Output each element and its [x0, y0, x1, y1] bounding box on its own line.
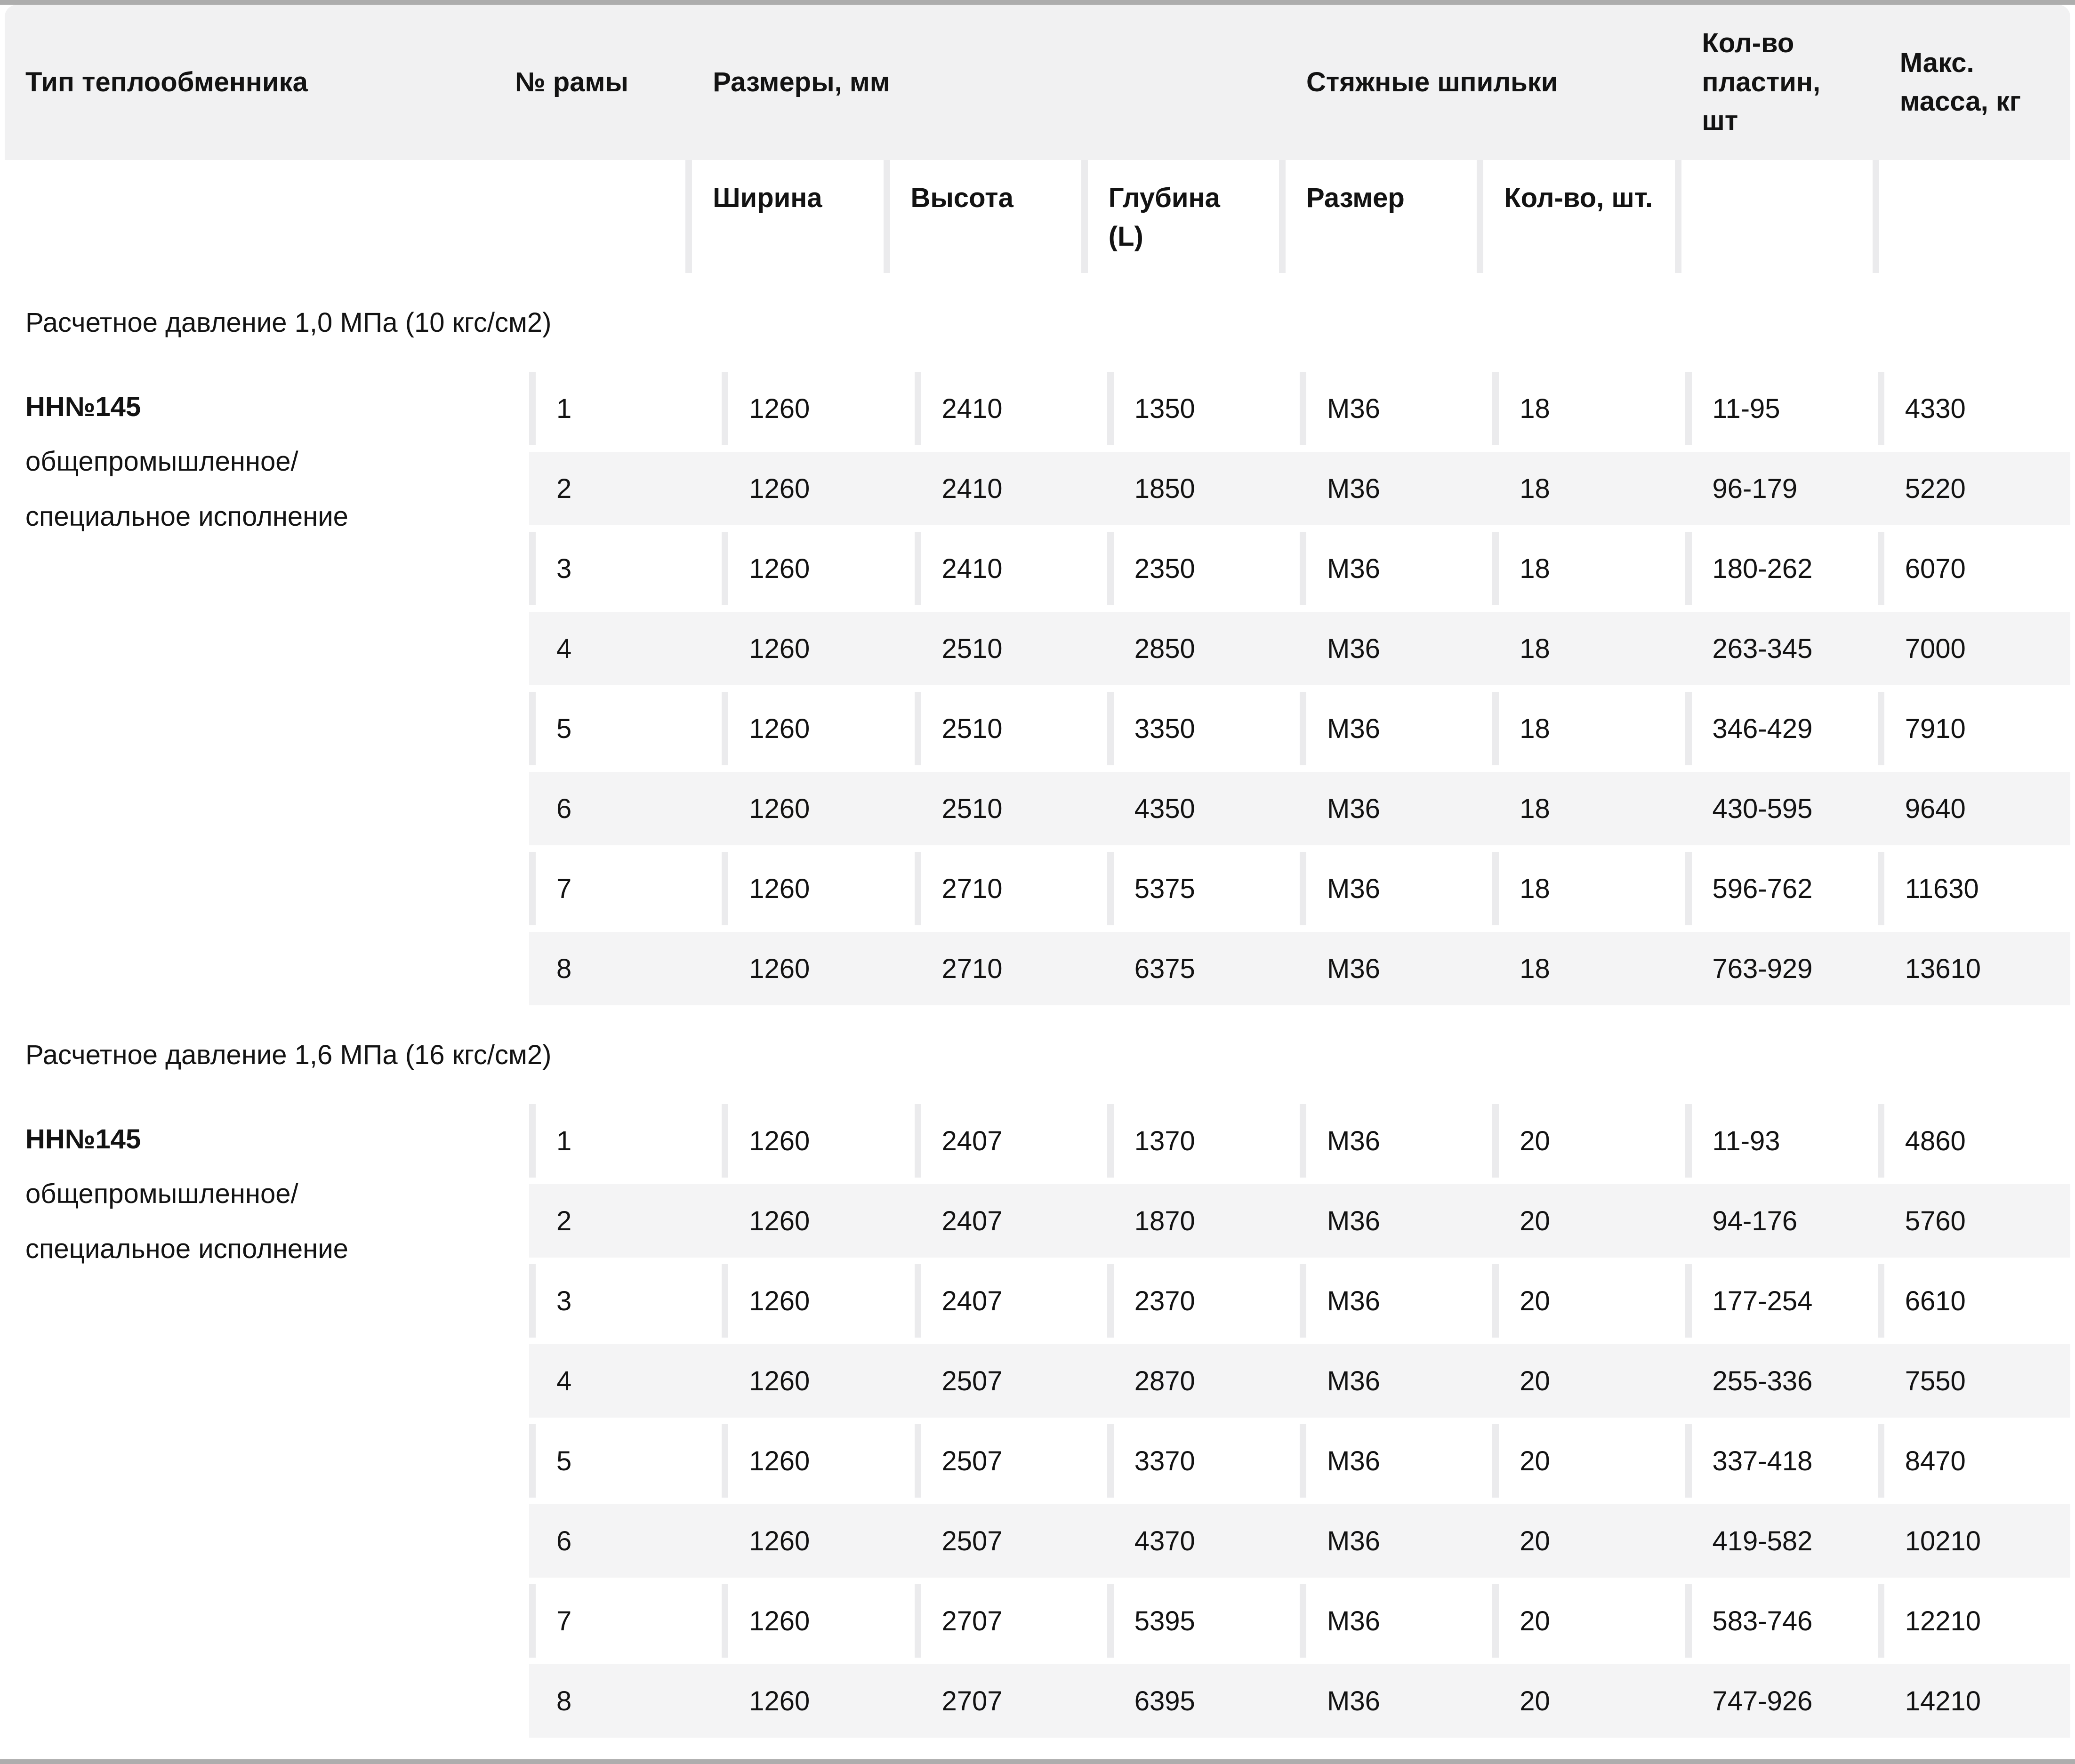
- cell-height: 2710: [921, 852, 1107, 925]
- cell-width: 1260: [728, 1424, 914, 1498]
- cell-width: 1260: [728, 1104, 914, 1178]
- exchanger-type-cell: [5, 372, 529, 1005]
- header-frame-no: № рамы: [515, 66, 628, 97]
- cell-depth: 1870: [1134, 1205, 1195, 1236]
- cell-frame-no: 7: [536, 852, 722, 925]
- table-row: [529, 1264, 2070, 1338]
- page-top-edge: [0, 0, 2075, 5]
- subheader-depth: Глубина (L): [1088, 160, 1279, 273]
- cell-stud-qty: 20: [1520, 1365, 1550, 1396]
- table-row: [529, 1344, 2070, 1418]
- table-row: [529, 772, 2070, 845]
- cell-height: 2407: [941, 1205, 1003, 1236]
- subheader-blank-plates: [1681, 160, 1873, 273]
- cell-height: 2510: [941, 793, 1003, 824]
- cell-stud-size: M36: [1306, 372, 1492, 445]
- cell-frame-no: 7: [536, 1584, 722, 1658]
- cell-stud-qty: 20: [1520, 1685, 1550, 1716]
- cell-height: 2410: [921, 532, 1107, 605]
- cell-stud-qty: 20: [1520, 1205, 1550, 1236]
- cell-height: 2510: [921, 692, 1107, 765]
- page-bottom-edge: [0, 1759, 2075, 1764]
- cell-width: 1260: [728, 1264, 914, 1338]
- cell-stud-size: M36: [1327, 1365, 1380, 1396]
- cell-stud-qty: 20: [1499, 1264, 1685, 1338]
- section-rows: [529, 372, 2070, 1005]
- cell-stud-qty: 20: [1499, 1424, 1685, 1498]
- cell-stud-qty: 18: [1499, 372, 1685, 445]
- cell-depth: 1370: [1114, 1104, 1300, 1178]
- cell-max-mass: 6070: [1884, 532, 2070, 605]
- cell-depth: 6395: [1134, 1685, 1195, 1716]
- cell-stud-qty: 18: [1520, 953, 1550, 984]
- header-mass: Макс. масса, кг: [1899, 47, 2021, 117]
- cell-width: 1260: [728, 852, 914, 925]
- cell-stud-size: M36: [1327, 793, 1380, 824]
- spec-table-card: [5, 5, 2070, 1759]
- cell-stud-size: M36: [1327, 633, 1380, 664]
- cell-stud-size: M36: [1306, 1424, 1492, 1498]
- cell-frame-no: 5: [536, 692, 722, 765]
- cell-width: 1260: [749, 953, 810, 984]
- table-row: [529, 1504, 2070, 1578]
- cell-stud-size: M36: [1327, 1685, 1380, 1716]
- cell-max-mass: 9640: [1905, 793, 1966, 824]
- cell-depth: 2850: [1134, 633, 1195, 664]
- cell-frame-no: 2: [556, 1205, 572, 1236]
- table-row: [529, 1584, 2070, 1658]
- cell-depth: 1850: [1134, 473, 1195, 504]
- cell-height: 2707: [941, 1685, 1003, 1716]
- cell-frame-no: 1: [536, 1104, 722, 1178]
- header-studs: Стяжные шпильки: [1306, 66, 1558, 97]
- exchanger-type-desc-line: общепромышленное/: [25, 446, 298, 477]
- pressure-section-body: [5, 1104, 2070, 1738]
- cell-stud-size: M36: [1306, 692, 1492, 765]
- table-row: [529, 852, 2070, 925]
- cell-plates-count: 180-262: [1692, 532, 1878, 605]
- cell-plates-count: 337-418: [1692, 1424, 1878, 1498]
- cell-stud-size: M36: [1327, 953, 1380, 984]
- cell-plates-count: 255-336: [1712, 1365, 1813, 1396]
- cell-max-mass: 4860: [1884, 1104, 2070, 1178]
- exchanger-type-desc-line: специальное исполнение: [25, 1233, 348, 1264]
- cell-stud-size: M36: [1327, 1205, 1380, 1236]
- cell-max-mass: 7550: [1905, 1365, 1966, 1396]
- cell-max-mass: 5760: [1905, 1205, 1966, 1236]
- cell-max-mass: 7000: [1905, 633, 1966, 664]
- cell-width: 1260: [749, 1365, 810, 1396]
- cell-height: 2407: [921, 1104, 1107, 1178]
- cell-stud-size: M36: [1306, 1264, 1492, 1338]
- cell-width: 1260: [728, 692, 914, 765]
- cell-max-mass: 14210: [1905, 1685, 1981, 1716]
- cell-depth: 4350: [1134, 793, 1195, 824]
- cell-width: 1260: [728, 1584, 914, 1658]
- cell-plates-count: 596-762: [1692, 852, 1878, 925]
- cell-height: 2710: [941, 953, 1003, 984]
- cell-width: 1260: [728, 532, 914, 605]
- cell-frame-no: 2: [556, 473, 572, 504]
- cell-frame-no: 4: [556, 633, 572, 664]
- cell-max-mass: 10210: [1905, 1525, 1981, 1556]
- cell-plates-count: 263-345: [1712, 633, 1813, 664]
- cell-plates-count: 11-93: [1692, 1104, 1878, 1178]
- cell-depth: 4370: [1134, 1525, 1195, 1556]
- cell-frame-no: 8: [556, 1685, 572, 1716]
- cell-width: 1260: [749, 793, 810, 824]
- section-rows: [529, 1104, 2070, 1738]
- table-row: [529, 1104, 2070, 1178]
- cell-width: 1260: [749, 1685, 810, 1716]
- exchanger-type-cell: [5, 1104, 529, 1738]
- cell-plates-count: 11-95: [1692, 372, 1878, 445]
- cell-stud-qty: 20: [1499, 1584, 1685, 1658]
- cell-max-mass: 13610: [1905, 953, 1981, 984]
- subheader-width: Ширина: [692, 160, 883, 273]
- cell-depth: 2370: [1114, 1264, 1300, 1338]
- cell-depth: 3370: [1114, 1424, 1300, 1498]
- cell-plates-count: 747-926: [1712, 1685, 1813, 1716]
- table-sections: [5, 280, 2070, 1738]
- cell-stud-qty: 18: [1499, 852, 1685, 925]
- cell-plates-count: 96-179: [1712, 473, 1798, 504]
- table-row: [529, 372, 2070, 445]
- cell-height: 2507: [921, 1424, 1107, 1498]
- exchanger-type-name: НН№145: [25, 392, 141, 422]
- cell-stud-qty: 20: [1520, 1525, 1550, 1556]
- cell-stud-qty: 18: [1520, 793, 1550, 824]
- cell-plates-count: 94-176: [1712, 1205, 1798, 1236]
- cell-max-mass: 5220: [1905, 473, 1966, 504]
- cell-stud-qty: 20: [1499, 1104, 1685, 1178]
- cell-frame-no: 6: [556, 793, 572, 824]
- cell-frame-no: 8: [556, 953, 572, 984]
- cell-height: 2507: [941, 1365, 1003, 1396]
- cell-plates-count: 419-582: [1712, 1525, 1813, 1556]
- cell-stud-qty: 18: [1520, 473, 1550, 504]
- table-row: [529, 532, 2070, 605]
- table-subheader-row: [5, 160, 2070, 273]
- cell-plates-count: 430-595: [1712, 793, 1813, 824]
- cell-width: 1260: [749, 1205, 810, 1236]
- table-header-row: [5, 5, 2070, 160]
- cell-height: 2407: [921, 1264, 1107, 1338]
- cell-max-mass: 7910: [1884, 692, 2070, 765]
- cell-frame-no: 3: [536, 532, 722, 605]
- subheader-qty: Кол-во, шт.: [1483, 160, 1674, 273]
- cell-stud-qty: 18: [1499, 692, 1685, 765]
- subheader-blank-mass: [1879, 160, 2070, 273]
- pressure-section: [5, 1012, 2070, 1738]
- subheader-height: Высота: [890, 160, 1081, 273]
- cell-width: 1260: [749, 1525, 810, 1556]
- cell-max-mass: 8470: [1884, 1424, 2070, 1498]
- pressure-section-title-row: [5, 1012, 2070, 1098]
- cell-height: 2510: [941, 633, 1003, 664]
- cell-frame-no: 4: [556, 1365, 572, 1396]
- subheader-size: Размер: [1286, 160, 1477, 273]
- cell-max-mass: 11630: [1884, 852, 2070, 925]
- cell-frame-no: 1: [536, 372, 722, 445]
- header-type: Тип теплообменника: [25, 66, 308, 97]
- cell-stud-size: M36: [1306, 1104, 1492, 1178]
- cell-plates-count: 177-254: [1692, 1264, 1878, 1338]
- table-row: [529, 932, 2070, 1005]
- pressure-section: [5, 280, 2070, 1005]
- cell-stud-qty: 18: [1520, 633, 1550, 664]
- cell-depth: 6375: [1134, 953, 1195, 984]
- table-row: [529, 1424, 2070, 1498]
- table-row: [529, 1664, 2070, 1738]
- cell-width: 1260: [728, 372, 914, 445]
- cell-stud-size: M36: [1327, 473, 1380, 504]
- exchanger-type-desc-line: общепромышленное/: [25, 1179, 298, 1210]
- cell-depth: 5395: [1114, 1584, 1300, 1658]
- cell-frame-no: 3: [536, 1264, 722, 1338]
- cell-stud-size: M36: [1327, 1525, 1380, 1556]
- pressure-section-title-row: [5, 280, 2070, 365]
- table-row: [529, 612, 2070, 685]
- cell-depth: 2870: [1134, 1365, 1195, 1396]
- cell-stud-size: M36: [1306, 1584, 1492, 1658]
- cell-width: 1260: [749, 473, 810, 504]
- pressure-section-title: Расчетное давление 1,0 МПа (10 кгс/см2): [25, 307, 552, 338]
- cell-max-mass: 4330: [1884, 372, 2070, 445]
- exchanger-type-desc-line: специальное исполнение: [25, 501, 348, 532]
- cell-plates-count: 763-929: [1712, 953, 1813, 984]
- cell-plates-count: 583-746: [1692, 1584, 1878, 1658]
- cell-height: 2507: [941, 1525, 1003, 1556]
- cell-depth: 1350: [1114, 372, 1300, 445]
- subheader-blank-lead: [5, 160, 685, 273]
- cell-stud-qty: 18: [1499, 532, 1685, 605]
- cell-frame-no: 6: [556, 1525, 572, 1556]
- pressure-section-body: [5, 372, 2070, 1005]
- header-dimensions: Размеры, мм: [713, 66, 890, 97]
- table-row: [529, 452, 2070, 525]
- cell-max-mass: 12210: [1884, 1584, 2070, 1658]
- cell-stud-size: M36: [1306, 532, 1492, 605]
- pressure-section-title: Расчетное давление 1,6 МПа (16 кгс/см2): [25, 1039, 552, 1070]
- header-plates: Кол-во пластин, шт: [1702, 28, 1821, 136]
- table-row: [529, 1184, 2070, 1258]
- cell-depth: 2350: [1114, 532, 1300, 605]
- cell-height: 2410: [921, 372, 1107, 445]
- cell-plates-count: 346-429: [1692, 692, 1878, 765]
- exchanger-type-name: НН№145: [25, 1124, 141, 1155]
- cell-stud-size: M36: [1306, 852, 1492, 925]
- cell-depth: 3350: [1114, 692, 1300, 765]
- cell-height: 2410: [941, 473, 1003, 504]
- cell-max-mass: 6610: [1884, 1264, 2070, 1338]
- cell-frame-no: 5: [536, 1424, 722, 1498]
- cell-height: 2707: [921, 1584, 1107, 1658]
- table-row: [529, 692, 2070, 765]
- cell-width: 1260: [749, 633, 810, 664]
- cell-depth: 5375: [1114, 852, 1300, 925]
